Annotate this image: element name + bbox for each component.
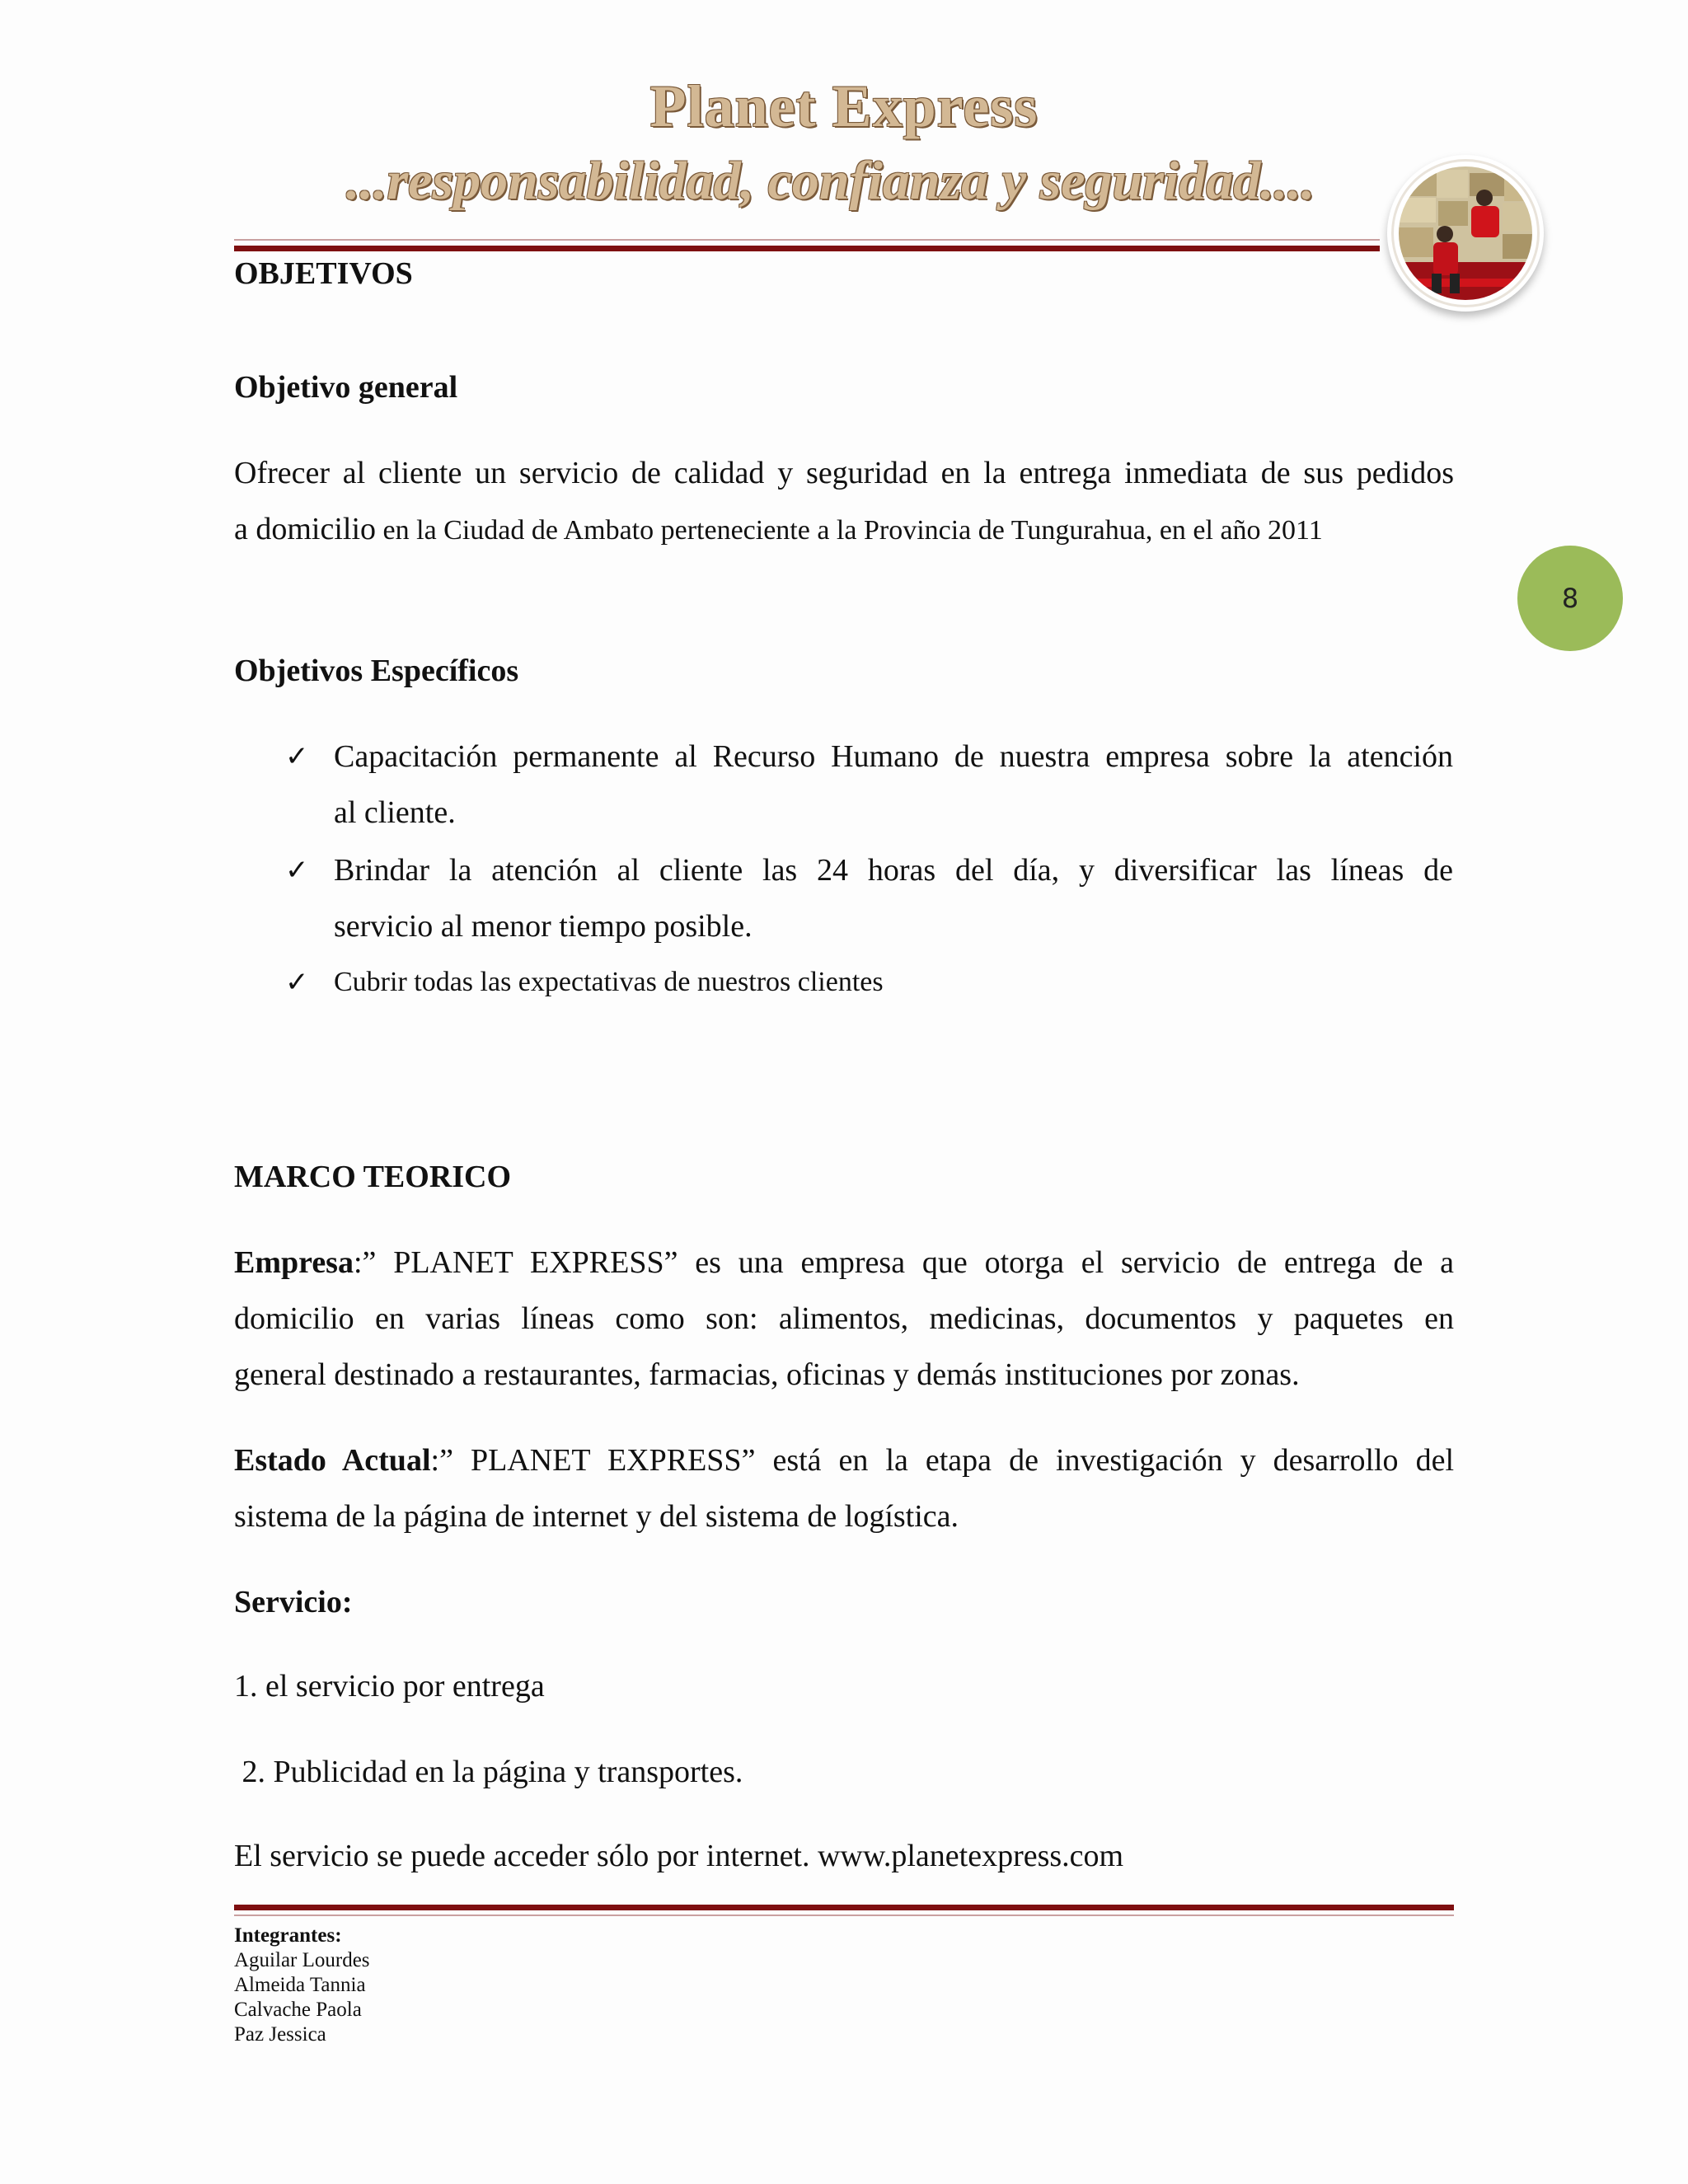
objetivo-especifico-1-line-2: al cliente. xyxy=(334,795,456,830)
header-rule-thin xyxy=(234,239,1380,241)
objetivo-general-line-1: Ofrecer al cliente un servicio de calidad y seguridad en la entrega inmediata de sus pedidos xyxy=(234,456,1454,490)
checkmark-icon: ✓ xyxy=(285,740,309,773)
objetivo-especifico-2-line-2: servicio al menor tiempo posible. xyxy=(334,909,753,944)
footer-block xyxy=(234,1924,370,2047)
header-slogan: ...responsabilidad, confianza y seguridad.... xyxy=(346,151,1315,211)
footer-member: Aguilar Lourdes xyxy=(234,1949,370,1971)
estado-label: Estado Actual xyxy=(234,1443,431,1478)
servicio-acceso: El servicio se puede acceder sólo por internet. www.planetexpress.com xyxy=(234,1839,1124,1873)
empresa-line-3: general destinado a restaurantes, farmacias, oficinas y demás instituciones por zonas. xyxy=(234,1357,1300,1392)
empresa-line-1 xyxy=(234,1246,1454,1279)
header-rule xyxy=(234,246,1380,251)
servicio-item-2: 2. Publicidad en la página y transportes. xyxy=(234,1755,743,1789)
objetivo-especifico-1-line-1: Capacitación permanente al Recurso Humano de nuestra empresa sobre la atención xyxy=(334,739,1453,774)
subheading-servicio: Servicio: xyxy=(234,1585,353,1619)
section-heading-objetivos: OBJETIVOS xyxy=(234,256,413,291)
estado-line-1 xyxy=(234,1444,1454,1477)
footer-member: Almeida Tannia xyxy=(234,1974,366,1996)
servicio-item-1: 1. el servicio por entrega xyxy=(234,1669,545,1704)
logo xyxy=(1387,155,1544,312)
page-number: 8 xyxy=(1561,583,1579,614)
empresa-label: Empresa xyxy=(234,1245,354,1280)
footer-member: Calvache Paola xyxy=(234,1999,362,2021)
subheading-objetivo-general: Objetivo general xyxy=(234,370,458,405)
delivery-photo-icon xyxy=(1387,155,1544,312)
subheading-objetivos-especificos: Objetivos Específicos xyxy=(234,654,519,688)
checkmark-icon: ✓ xyxy=(285,966,309,999)
page-number-badge xyxy=(1517,546,1623,651)
footer-member: Paz Jessica xyxy=(234,2023,326,2046)
objetivo-general-line-2a: a domicilio xyxy=(234,512,377,546)
footer-rule xyxy=(234,1905,1454,1910)
objetivo-general-line-2b: en la Ciudad de Ambato perteneciente a la Provincia de Tungurahua, en el año 2011 xyxy=(376,515,1323,546)
header-title: Planet Express xyxy=(649,73,1039,139)
checkmark-icon: ✓ xyxy=(285,854,309,887)
section-heading-marco-teorico: MARCO TEORICO xyxy=(234,1160,512,1194)
footer-rule-thin xyxy=(234,1915,1454,1916)
footer-label: Integrantes: xyxy=(234,1924,342,1947)
objetivo-especifico-3: Cubrir todas las expectativas de nuestros clientes xyxy=(334,967,884,997)
estado-text: :” PLANET EXPRESS” está en la etapa de investigación y desarrollo del xyxy=(430,1443,1455,1478)
empresa-line-2: domicilio en varias líneas como son: alimentos, medicinas, documentos y paquetes en xyxy=(234,1301,1454,1336)
estado-line-2: sistema de la página de internet y del sistema de logística. xyxy=(234,1499,959,1534)
objetivo-especifico-2-line-1: Brindar la atención al cliente las 24 horas del día, y diversificar las líneas de xyxy=(334,853,1453,888)
empresa-text: :” PLANET EXPRESS” es una empresa que otorga el servicio de entrega de a xyxy=(353,1245,1454,1280)
objetivo-general-line-2 xyxy=(234,513,1323,547)
